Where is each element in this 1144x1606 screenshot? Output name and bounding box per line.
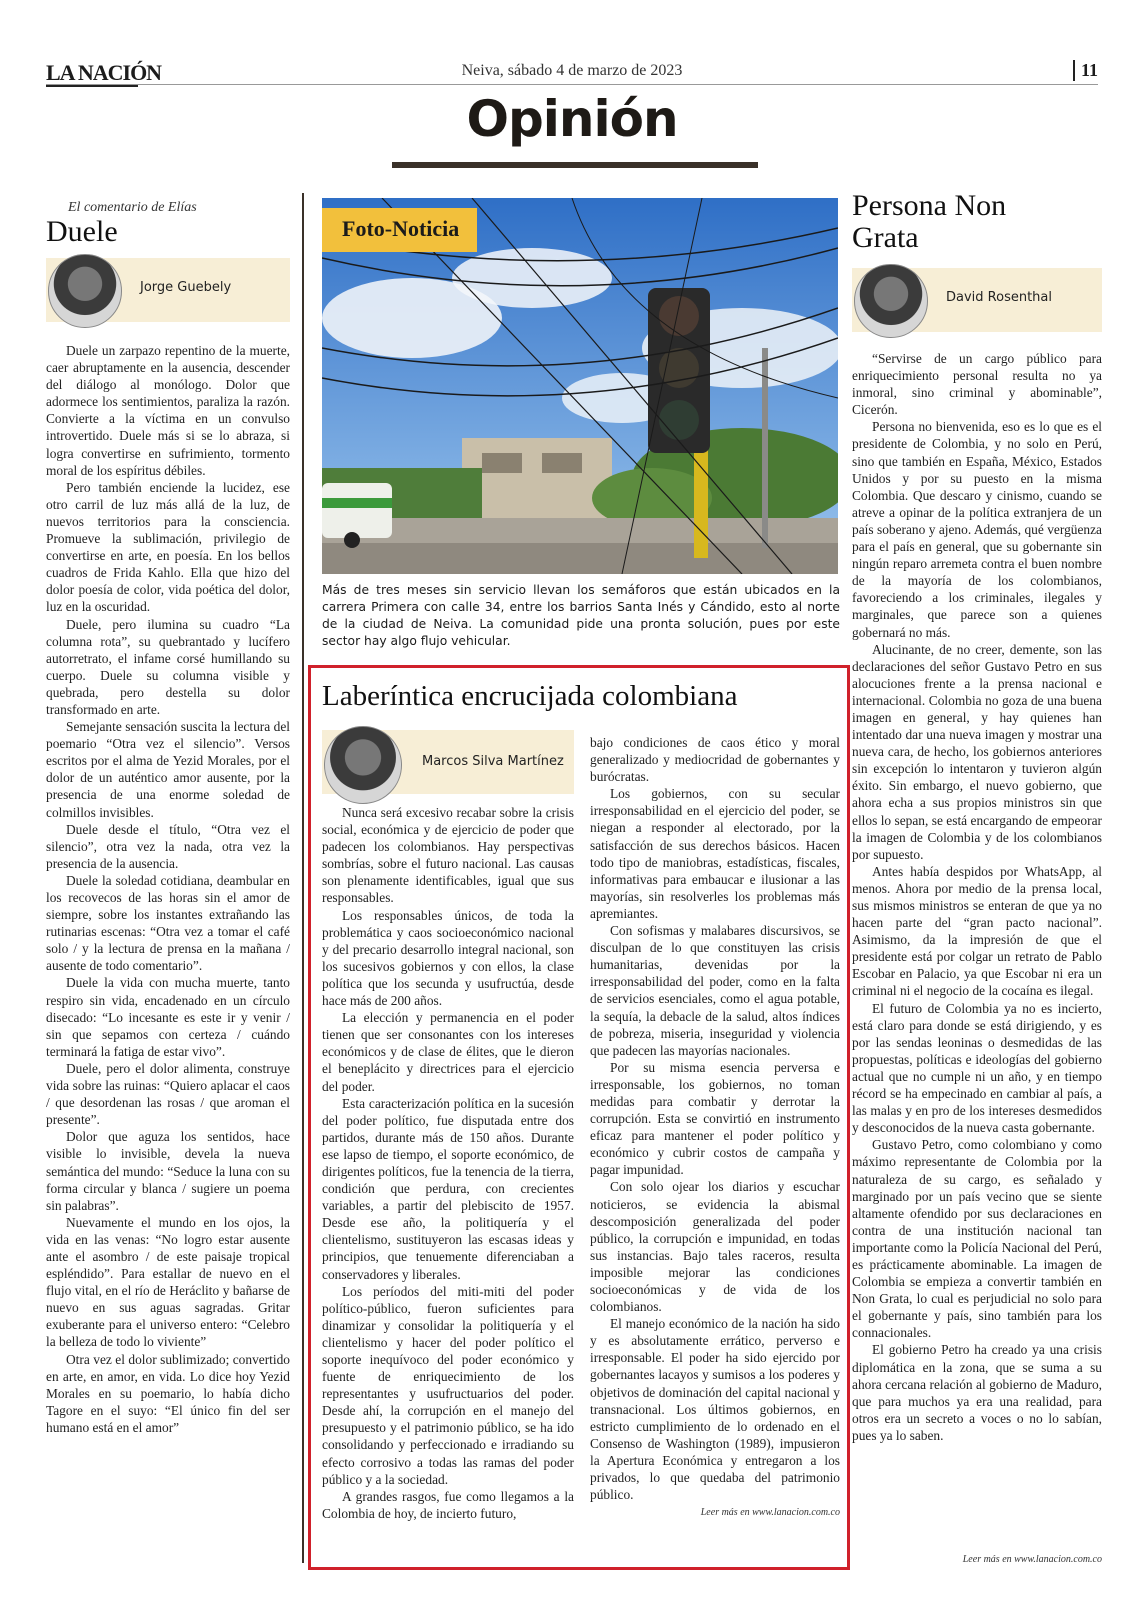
paragraph: Nuevamente el mundo en los ojos, la vida en las venas: “No logro estar ausente ante el asombro / de este paisaje tropical espléndido”. Para estallar de nuevo en el flujo vital, en el río de Heráclito y bañarse de nuevo en sus aguas sagradas. Gritar exuberante para el universo entero: “Celebro la belleza de todo lo viviente”: [46, 1214, 290, 1350]
author-portrait: [48, 254, 122, 328]
paragraph: Alucinante, de no creer, demente, son las declaraciones del señor Gustavo Petro en sus alocuciones frente a la prensa nacional e internacional. Colombia no goza de una buena imagen en general, y hay quienes han intentado dar una nueva imagen y mostrar una nueva cara, de hecho, los gobiernos anteriores sin excepción lo intentaron y tuvieron algún éxito. Sin embargo, el nuevo gobierno, que ahora echa a sus propios ministros sin que ellos lo sepan, se está encargando de empeorar la imagen de Colombia y de los colombianos por supuesto.: [852, 641, 1102, 862]
paragraph: A grandes rasgos, fue como llegamos a la Colombia de hoy, de incierto futuro,: [322, 1488, 574, 1521]
paragraph: Duele desde el título, “Otra vez el silencio”, otra vez la nada, otra vez la presencia de la ausencia.: [46, 821, 290, 871]
author-name: Jorge Guebely: [140, 280, 232, 295]
traffic-light-photo: [322, 198, 838, 574]
featured-article-column-1: [322, 804, 574, 1522]
paragraph: El futuro de Colombia ya no es incierto, está claro para donde se está dirigiendo, y es por las sendas leoninas o desmedidas de las propuestas, políticas e ideologías del gobierno actual que no cumple ni un año, y en tiempo récord se ha empecinado en cambiar al país, a las malas y en pro de los intereses desmedidos y desconocidos de la nueva casta gobernante.: [852, 1000, 1102, 1136]
section-title: Opinión: [466, 90, 678, 148]
author-portrait: [854, 264, 928, 338]
paragraph: Duele la soledad cotidiana, deambular en los recovecos de las horas sin el amor de siempre, sobre los instantes extrañando las rutinarias escenas: “Otra vez a tomar el café solo / y la lectura de prensa en la mañana / ausente de todo comentario”.: [46, 872, 290, 974]
article-body: [46, 342, 290, 1436]
column-title: Duele: [46, 215, 118, 248]
author-box: [322, 730, 574, 794]
paragraph: Con sofismas y malabares discursivos, se disculpan de lo que constituyen las crisis humanitarias, devenidas por la irresponsabilidad del poder, como en la falta de servicios esenciales, como el agua potable, la sequía, la debacle de la salud, altos índices de pobreza, miseria, inseguridad y violencia que padecen las mayorías nacionales.: [590, 923, 840, 1058]
column-divider-left: [302, 193, 304, 1563]
author-name: Marcos Silva Martínez: [422, 754, 564, 769]
photo-caption: Más de tres meses sin servicio llevan los semáforos que están ubicados en la carrera Primera con calle 34, entre los barrios Santa Inés y Cándido, esto al norte de la ciudad de Neiva. La comunidad pide una pronta solución, pues por este sector hay algo flujo vehicular.: [322, 583, 840, 648]
featured-article-title: Laberíntica encrucijada colombiana: [322, 680, 738, 712]
paragraph: Gustavo Petro, como colombiano y como máximo representante de Colombia por la naturaleza de su cargo, es señalado y marginado por un país vecino que se siente altamente ofendido por sus declaraciones en contra de una institución nacional tan importante como la Policía Nacional del Perú, es prácticamente abominable. La imagen de Colombia se empieza a convertir también en Non Grata, lo cual es perjudicial no solo para el gobernante y país, sino también para los connacionales.: [852, 1137, 1102, 1341]
masthead-divider: [46, 84, 1098, 85]
author-box: [852, 268, 1102, 332]
paragraph: Otra vez el dolor sublimizado; convertido en arte, en amor, en vida. Lo dice hoy Yezid Morales en su poemario, lo había dicho Tagore en el suyo: “El único fin del ser humano está en el amor”: [46, 1351, 290, 1435]
paragraph: bajo condiciones de caos ético y moral generalizado y mediocridad de gobernantes y burócratas.: [590, 735, 840, 785]
issue-date: Neiva, sábado 4 de marzo de 2023: [461, 62, 683, 79]
paragraph: Los responsables únicos, de toda la problemática y caos socioeconómico nacional y del precario desarrollo integral nacional, son los sucesivos gobiernos y con ellos, la clase política que los secunda y usufructúa, desde hace más de 200 años.: [322, 907, 574, 1009]
paragraph: Los períodos del miti-miti del poder político-público, fueron suficientes para dinamizar y consolidar la politiquería y el clientelismo y hacer del poder político el soporte inequívoco del poder económico y fuente de enriquecimiento de los representantes y usufructuarios del poder. Desde ahí, la corrupción en el manejo del presupuesto y el patrimonio público, se ha ido consolidando y perfeccionado e irradiando su efecto corrosivo a todas las ramas del poder público y a la sociedad.: [322, 1283, 574, 1487]
paragraph: Semejante sensación suscita la lectura del poemario “Otra vez el silencio”. Versos escritos por el alma de Yezid Morales, por el dolor de un auténtico amor ausente, por la presencia de una enorme soledad de colmillos invisibles.: [46, 719, 290, 820]
read-more-link[interactable]: Leer más en www.lanacion.com.co: [700, 1507, 840, 1519]
paragraph: Persona no bienvenida, eso es lo que es el presidente de Colombia, y no solo en Perú, sino que también en España, México, Estados Unidos y por su puesto en la misma Colombia. Que descaro y cinismo, cuando se atreve a opinar de la política extranjera de un país soberano y ajeno. Además, qué vergüenza para el país en general, que su gobernante sin ningún reparo arremeta contra el buen nombre de la mayoría de los colombianos, favoreciendo a los criminales, ilegales y marginales, que parece son a quienes gobernará no más.: [852, 419, 1102, 640]
paragraph: Con solo ojear los diarios y escuchar noticieros, se evidencia la abismal descomposición generalizada del poder público, la corrupción e impunidad, en todas sus instancias. Bajo tales raceros, resulta imposible mejorar las condiciones socioeconómicas y de vida de los colombianos.: [590, 1179, 840, 1315]
photo-news-label: Foto-Noticia: [322, 208, 477, 252]
column-kicker: El comentario de Elías: [68, 200, 197, 215]
article-body: [852, 350, 1102, 1444]
paragraph: Los gobiernos, con su secular irresponsabilidad en el ejercicio del poder, se niegan a responder al electorado, por la satisfacción de sus derechos básicos. Hacen todo tipo de maniobras, estadísticas, fiscales, informativas para embaucar e ilusionar a las mayorías, sin resolverles los problemas más apremiantes.: [590, 786, 840, 921]
author-box: [46, 258, 290, 322]
paragraph: Dolor que aguza los sentidos, hace visible lo invisible, devela la nueva semántica del mundo: “Seduce la luna con su forma circular y blanca / sugiere un poema sin palabras”.: [46, 1129, 290, 1213]
featured-article-column-2: [590, 734, 840, 1518]
paragraph: El manejo económico de la nación ha sido y es absolutamente errático, perverso e irresponsable. El poder ha sido ejercido por gobernantes lacayos y sumisos a los poderes y objetivos de dominación del capital nacional y transnacional. Los últimos gobiernos, en estricto cumplimiento de lo ordenado en el Consenso de Washington (1989), impusieron la Apertura Económica y entregaron a los privados, lo que quedaba del patrimonio público.: [590, 1316, 840, 1503]
paragraph: Duele, pero el dolor alimenta, construye vida sobre las ruinas: “Quiero aplacar el caos / que desordenan las rosas / que aroman el presente”.: [46, 1060, 290, 1128]
paragraph: Antes había despidos por WhatsApp, al menos. Ahora por medio de la prensa local, sus mismos ministros se enteran de que ya no hacen parte del “gran pacto nacional”. Asimismo, da la impresión de que el presidente está por colgar un retrato de Pablo Escobar en Palacio, ya que Escobar ni era un criminal ni el negocio de la cocaína es ilegal.: [852, 863, 1102, 999]
paragraph: Por su misma esencia perversa e irresponsable, los gobiernos, no toman medidas para combatir y derrotar la corrupción. Esta se convirtió en instrumento eficaz para mantener el poder político y económico y cubrir costos de campaña y pagar impunidad.: [590, 1059, 840, 1178]
author-name: David Rosenthal: [946, 290, 1052, 305]
paragraph: “Servirse de un cargo público para enriquecimiento personal resulta no ya inmoral, sino criminal y abominable”, Cicerón.: [852, 351, 1102, 418]
paragraph: El gobierno Petro ha creado ya una crisis diplomática en la zona, que se suma a su ahora cercana relación al gobierno de Maduro, que para muchos ya era una realidad, para otros era un secreto a voces o no lo sabían, pues ya lo saben.: [852, 1342, 1102, 1443]
page-number: 11: [1073, 60, 1098, 81]
paragraph: Duele, pero ilumina su cuadro “La columna rota”, su quebrantado y lucífero autorretrato, el infame corsé humillando su cuerpo. Duele su columna visible y quebrada, pero destella su dolor transformado en arte.: [46, 616, 290, 717]
paragraph: Duele la vida con mucha muerte, tanto respiro sin vida, encadenado en un círculo disecado: “Lo incesante es este ir y venir / sin que sepamos con certeza / cuándo terminará la fatiga de estar vivo”.: [46, 975, 290, 1059]
left-opinion-column: [46, 200, 290, 1436]
newspaper-logo: LA NACIÓN: [46, 60, 162, 85]
read-more-link[interactable]: Leer más en www.lanacion.com.co: [962, 1554, 1102, 1565]
paragraph: Esta caracterización política en la sucesión del poder político, fue disputada entre dos partidos, durante más de 150 años. Durante ese lapso de tiempo, el soporte económico, de dirigentes políticos, fue la tenencia de la tierra, condición que perdura, con crecientes variables, a partir del plebiscito de 1957. Desde ese año, la politiquería y el clientelismo, sustituyeron las escasas ideas y principios, que tenuemente diferenciaban a conservadores y liberales.: [322, 1095, 574, 1282]
paragraph: La elección y permanencia en el poder tienen que ser consonantes con los intereses económicos y de clase de élites, que le dieron el beneplácito y directrices para el ejercicio del poder.: [322, 1010, 574, 1094]
paragraph: Nunca será excesivo recabar sobre la crisis social, económica y de ejercicio de poder que padecen los colombianos. Hay perspectivas sombrías, sobre el futuro nacional. Las causas son plenamente identificables, igual que sus responsables.: [322, 805, 574, 906]
column-title: Persona Non Grata: [852, 189, 1007, 254]
right-opinion-column: [852, 190, 1102, 1444]
section-title-underline: [392, 162, 758, 168]
author-portrait: [324, 726, 402, 804]
paragraph: Pero también enciende la lucidez, ese otro carril de luz más allá de la luz, de nuevos territorios para la consciencia. Promueve la sublimación, privilegio de convertirse en arte, en poesía. En los bellos cuadros de Frida Kahlo. Ella que hizo del dolor poesía de color, vida poética del dolor, luz en la oscuridad.: [46, 479, 290, 615]
paragraph: Duele un zarpazo repentino de la muerte, caer abruptamente en la ausencia, descender del diálogo al monólogo. Dolor que adormece los sentimientos, paraliza la razón. Convierte a la víctima en un convulso introvertido. Duele más si se lo abraza, si logra convertirse en sufrimiento, tormento moral de los espíritus débiles.: [46, 343, 290, 478]
